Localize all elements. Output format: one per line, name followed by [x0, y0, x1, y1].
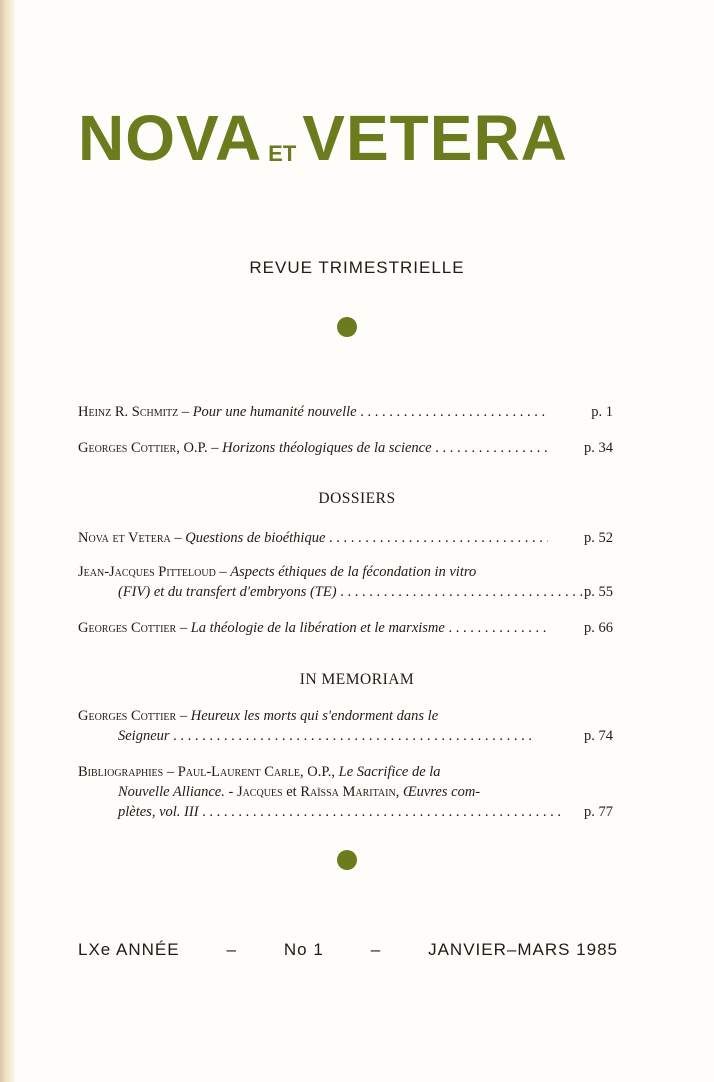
toc-author: Georges Cottier — [78, 708, 177, 724]
toc-separator: – — [170, 530, 186, 546]
journal-subtitle: REVUE TRIMESTRIELLE — [249, 258, 465, 277]
toc-title: Heureux les morts qui s'endorment dans le — [190, 708, 439, 724]
toc-separator: - — [224, 784, 237, 800]
footer-dash: – — [226, 940, 237, 959]
toc-author: Georges Cottier — [78, 620, 177, 636]
toc-page: p. 34 — [584, 440, 613, 456]
toc-entry — [78, 402, 613, 422]
ornament-dot-bottom — [337, 850, 357, 870]
section-heading-in-memoriam: IN MEMORIAM — [299, 671, 415, 688]
toc-entry-bibliographies — [78, 762, 613, 822]
toc-title: Œuvres com- — [402, 784, 481, 800]
issue-number: No 1 — [283, 940, 324, 959]
toc-separator: – — [207, 440, 223, 456]
toc-page: p. 55 — [584, 584, 613, 600]
section-heading-dossiers: DOSSIERS — [318, 490, 396, 507]
toc-entry — [78, 562, 613, 602]
toc-author: Jacques — [236, 784, 283, 800]
title-et: ET — [268, 140, 297, 166]
toc-author: Nova et Vetera — [78, 530, 171, 546]
toc-title: Le Sacrifice de la — [338, 764, 441, 780]
journal-title — [78, 98, 638, 178]
toc-separator: – — [176, 708, 191, 724]
toc-page: p. 1 — [591, 404, 613, 420]
toc-entry — [78, 706, 613, 746]
toc-conjunction: et — [282, 784, 301, 800]
toc-separator: – — [163, 764, 178, 780]
toc-separator: – — [178, 404, 193, 420]
toc-page: p. 77 — [584, 804, 613, 820]
toc-page: p. 66 — [584, 620, 613, 636]
toc-separator: – — [176, 620, 191, 636]
toc-author: Georges Cottier, O.P. — [78, 440, 208, 456]
book-spine-edge — [0, 0, 16, 1082]
toc-title: Horizons théologiques de la science — [222, 440, 432, 456]
toc-label: Bibliographies — [78, 764, 164, 780]
ornament-dot-top — [337, 317, 357, 337]
toc-title-continued: (FIV) et du transfert d'embryons (TE) — [118, 584, 337, 600]
issue-period: JANVIER–MARS 1985 — [428, 940, 618, 959]
toc-entry — [78, 438, 613, 458]
issue-footer — [78, 940, 618, 960]
footer-dash: – — [370, 940, 382, 959]
toc-entry — [78, 618, 613, 638]
title-nova: NOVA — [78, 102, 263, 174]
toc-title-continued: Nouvelle Alliance. — [118, 784, 225, 800]
toc-page: p. 52 — [584, 530, 613, 546]
toc-title-continued: plètes, vol. III — [118, 804, 199, 820]
toc-entry — [78, 528, 613, 548]
toc-author: Raïssa Maritain, — [300, 784, 400, 800]
toc-title: Questions de bioéthique — [185, 530, 326, 546]
toc-title-continued: Seigneur — [118, 728, 170, 744]
toc-author: Paul-Laurent Carle, O.P., — [177, 764, 336, 780]
toc-separator: – — [215, 564, 231, 580]
toc-title: La théologie de la libération et le marxisme — [190, 620, 445, 636]
toc-author: Jean-Jacques Pitteloud — [78, 564, 216, 580]
toc-title: Aspects éthiques de la fécondation in vitro — [230, 564, 477, 580]
toc-author: Heinz R. Schmitz — [78, 404, 179, 420]
toc-title: Pour une humanité nouvelle — [192, 404, 357, 420]
issue-year: LXe ANNÉE — [78, 940, 180, 959]
title-vetera: VETERA — [302, 102, 568, 174]
toc-page: p. 74 — [584, 728, 613, 744]
